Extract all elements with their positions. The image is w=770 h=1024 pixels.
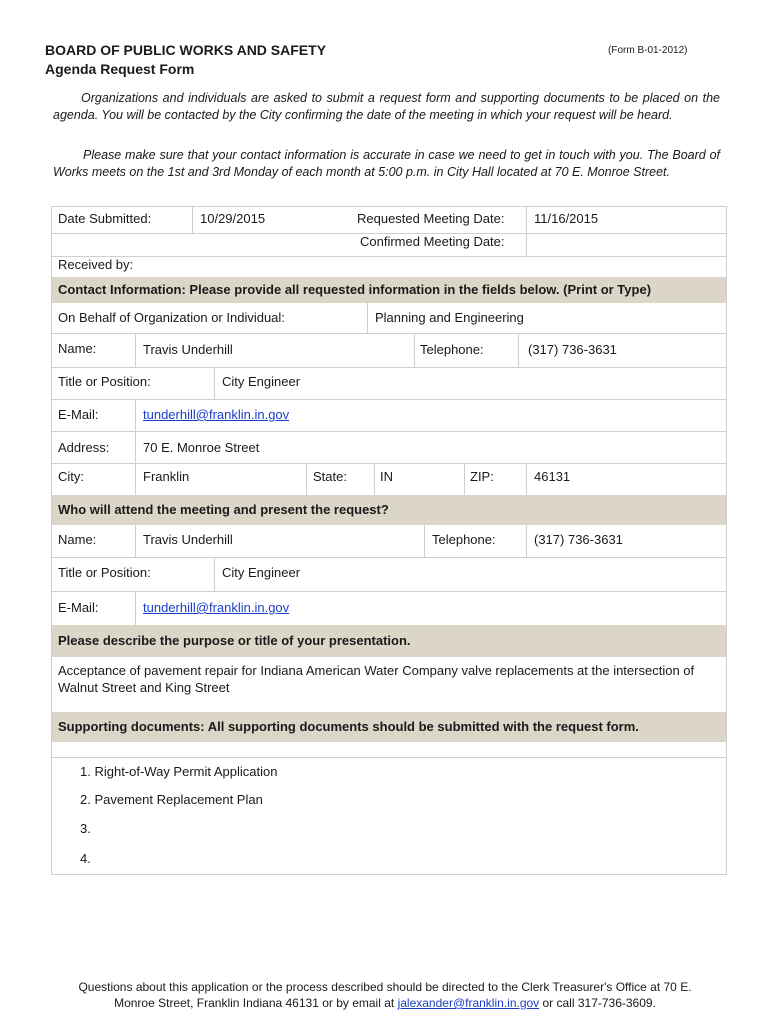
document-item-1[interactable]: 1. Right-of-Way Permit Application (80, 764, 278, 779)
contact-state-label: State: (313, 469, 347, 484)
contact-email-link[interactable]: tunderhill@franklin.in.gov (143, 407, 290, 422)
purpose-section-header: Please describe the purpose or title of your presentation. (52, 625, 726, 657)
contact-email-label: E-Mail: (58, 407, 99, 422)
presenter-phone-label: Telephone: (432, 532, 496, 547)
form-title: BOARD OF PUBLIC WORKS AND SAFETY (45, 42, 327, 58)
behalf-label: On Behalf of Organization or Individual: (58, 310, 285, 325)
requested-date-value[interactable]: 11/16/2015 (534, 211, 599, 226)
contact-city-value[interactable]: Franklin (143, 469, 190, 484)
form-number: (Form B-01-2012) (608, 45, 688, 56)
requested-date-label: Requested Meeting Date: (357, 211, 505, 226)
behalf-value[interactable]: Planning and Engineering (375, 310, 524, 325)
presenter-title-label: Title or Position: (58, 565, 151, 580)
received-by-label: Received by: (58, 257, 134, 272)
date-submitted-value[interactable]: 10/29/2015 (200, 211, 266, 226)
presenter-phone-value[interactable]: (317) 736-3631 (534, 532, 623, 547)
confirmed-date-label: Confirmed Meeting Date: (360, 234, 505, 249)
contact-state-value[interactable]: IN (380, 469, 393, 484)
footer-line-2-prefix: Monroe Street, Franklin Indiana 46131 or by email at (114, 996, 398, 1010)
contact-title-label: Title or Position: (58, 374, 151, 389)
purpose-text[interactable]: Acceptance of pavement repair for Indiana American Water Company valve replacements at the intersection of Walnut Street and King Street (58, 663, 695, 695)
contact-zip-value[interactable]: 46131 (534, 469, 571, 484)
document-item-2[interactable]: 2. Pavement Replacement Plan (80, 792, 263, 807)
contact-name-label: Name: (58, 341, 97, 356)
footer-email-link[interactable]: jalexander@franklin.in.gov (397, 996, 540, 1010)
form-subtitle: Agenda Request Form (45, 61, 195, 77)
date-submitted-label: Date Submitted: (58, 211, 152, 226)
contact-address-label: Address: (58, 440, 110, 455)
presenter-name-value[interactable]: Travis Underhill (143, 532, 233, 547)
presenter-email-link[interactable]: tunderhill@franklin.in.gov (143, 600, 290, 615)
footer-line-2-suffix: or call 317-736-3609. (539, 996, 656, 1010)
contact-city-label: City: (58, 469, 84, 484)
contact-title-value[interactable]: City Engineer (222, 374, 301, 389)
contact-address-value[interactable]: 70 E. Monroe Street (143, 440, 260, 455)
footer-line-1: Questions about this application or the process described should be directed to the Clerk Treasurer's Office at 70 E. (78, 980, 692, 994)
documents-section-header: Supporting documents: All supporting documents should be submitted with the request form. (52, 712, 726, 742)
document-item-3[interactable]: 3. (80, 821, 91, 836)
contact-section-header: Contact Information: Please provide all requested information in the fields below. (Print or Type) (52, 277, 726, 303)
presenter-email-label: E-Mail: (58, 600, 99, 615)
presenter-section-header: Who will attend the meeting and present the request? (52, 495, 726, 525)
footer-note (0, 979, 770, 1011)
footer-line-2 (0, 995, 770, 1011)
contact-name-value[interactable]: Travis Underhill (143, 342, 233, 357)
contact-phone-value[interactable]: (317) 736-3631 (528, 342, 617, 357)
agenda-request-form (51, 206, 727, 875)
presenter-title-value[interactable]: City Engineer (222, 565, 301, 580)
contact-phone-label: Telephone: (420, 342, 484, 357)
contact-zip-label: ZIP: (470, 469, 494, 484)
intro-paragraph-2: Please make sure that your contact information is accurate in case we need to get in touch with you. The Board of Works meets on the 1st and 3rd Monday of each month at 5:00 p.m. in City Hall located at 70 E. Monroe Street. (53, 148, 720, 179)
presenter-name-label: Name: (58, 532, 97, 547)
document-item-4[interactable]: 4. (80, 851, 91, 866)
intro-paragraph-1: Organizations and individuals are asked to submit a request form and supporting documents to be placed on the agenda. You will be contacted by the City confirming the date of the meeting in which your request will be heard. (53, 91, 720, 122)
